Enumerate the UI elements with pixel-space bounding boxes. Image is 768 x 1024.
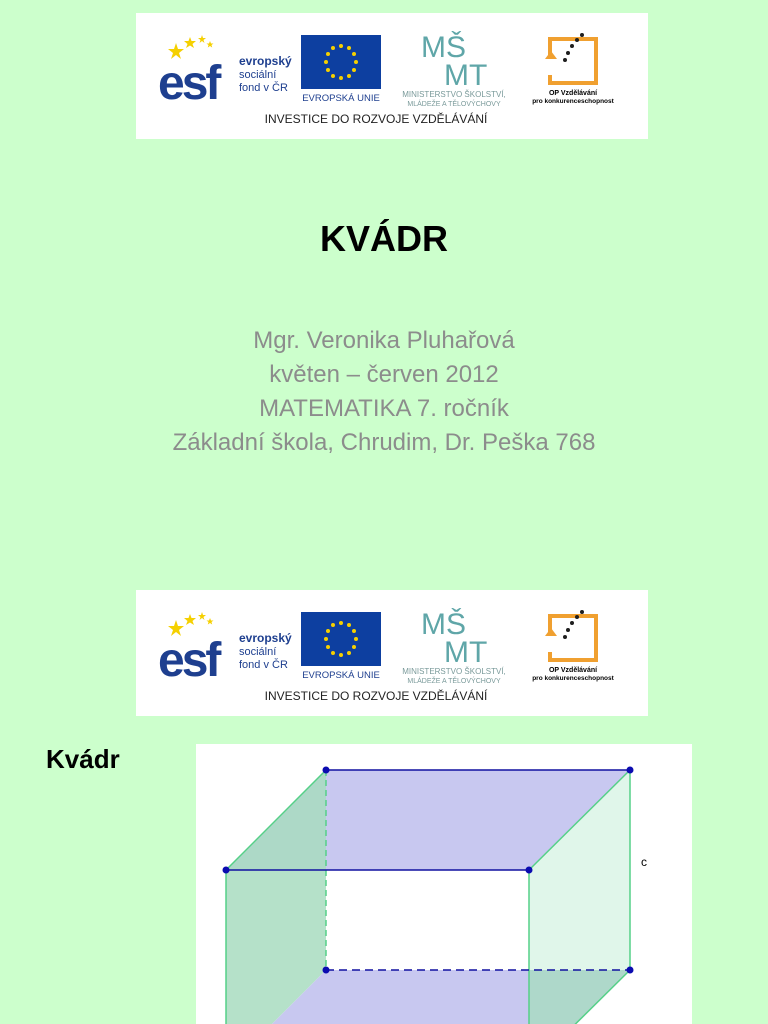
- edge-label-c: c: [641, 855, 647, 869]
- eu-flag-icon: [301, 35, 381, 104]
- op-text-line1: OP Vzdělávání: [548, 667, 598, 674]
- op-text-line1: OP Vzdělávání: [548, 90, 598, 97]
- svg-text:MŠ: MŠ: [421, 608, 466, 641]
- msmt-text-line2: MLÁDEŽE A TĚLOVÝCHOVY: [407, 101, 501, 108]
- slide-subtitle: [0, 324, 768, 460]
- subject-grade: MATEMATIKA 7. ročník: [259, 395, 509, 422]
- svg-text:esf: esf: [158, 57, 219, 110]
- msmt-text-line1: MINISTERSTVO ŠKOLSTVÍ,: [402, 90, 506, 99]
- banner-tagline: INVESTICE DO ROZVOJE VZDĚLÁVÁNÍ: [264, 689, 488, 703]
- esf-text-line1: evropský: [239, 54, 292, 68]
- esf-text-line1: evropský: [239, 631, 292, 645]
- op-vzdelavani-logo-icon: [532, 33, 614, 105]
- eu-label: EVROPSKÁ UNIE: [302, 93, 380, 104]
- svg-text:MT: MT: [444, 59, 488, 92]
- esf-logo-icon: [158, 612, 292, 687]
- esf-text-line2: sociální: [239, 69, 277, 81]
- banner-tagline: INVESTICE DO ROZVOJE VZDĚLÁVÁNÍ: [264, 112, 488, 126]
- svg-text:MT: MT: [444, 636, 488, 669]
- school-name: Základní škola, Chrudim, Dr. Peška 768: [172, 429, 596, 456]
- eu-funding-banner-2: [136, 590, 648, 716]
- op-vzdelavani-logo-icon: [532, 610, 614, 682]
- slide-title: KVÁDR: [319, 218, 448, 259]
- cuboid-figure: [196, 744, 692, 1024]
- svg-text:esf: esf: [158, 634, 219, 687]
- eu-flag-icon: [301, 612, 381, 681]
- msmt-logo-icon: [402, 607, 506, 685]
- svg-text:MŠ: MŠ: [421, 31, 466, 64]
- msmt-text-line1: MINISTERSTVO ŠKOLSTVÍ,: [402, 667, 506, 676]
- esf-text-line3: fond v ČR: [239, 659, 288, 671]
- msmt-logo-icon: [402, 30, 506, 108]
- author-name: Mgr. Veronika Pluhařová: [253, 327, 515, 354]
- op-text-line2: pro konkurenceschopnost: [532, 675, 614, 682]
- esf-logo-icon: [158, 35, 292, 110]
- msmt-text-line2: MLÁDEŽE A TĚLOVÝCHOVY: [407, 678, 501, 685]
- op-text-line2: pro konkurenceschopnost: [532, 98, 614, 105]
- esf-text-line2: sociální: [239, 646, 277, 658]
- eu-label: EVROPSKÁ UNIE: [302, 670, 380, 681]
- date-range: květen – červen 2012: [269, 361, 499, 388]
- cuboid-slide: [0, 572, 768, 1024]
- esf-text-line3: fond v ČR: [239, 82, 288, 94]
- eu-funding-banner: [136, 13, 648, 139]
- section-heading: Kvádr: [46, 744, 120, 774]
